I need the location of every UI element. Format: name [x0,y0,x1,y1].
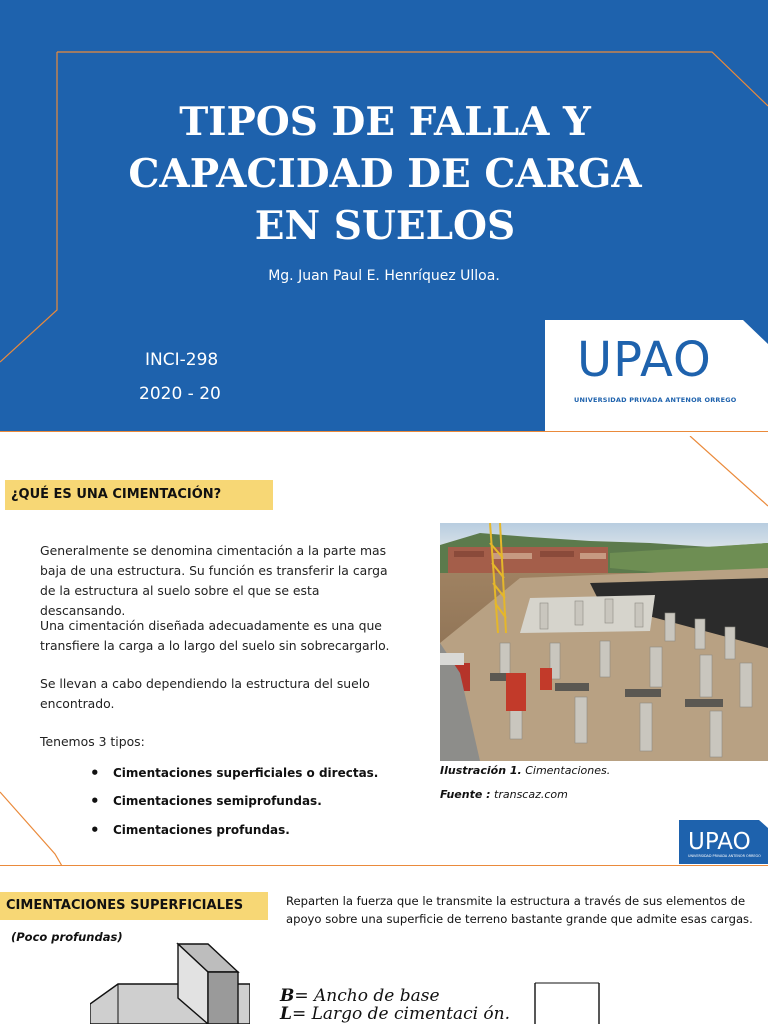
paragraph: Generalmente se denomina cimentación a la parte mas baja de una estructura. Su función es transferir la carga de la estructura al suelo sobre el que se esta descansando. [40,543,388,618]
paragraph: Tenemos 3 tipos: [40,734,145,749]
svg-text:UPAO: UPAO [688,829,751,855]
construction-site-photo [440,523,768,761]
figure-caption [440,764,610,777]
list-item [92,794,322,808]
svg-text:UNIVERSIDAD PRIVADA ANTENOR OR: UNIVERSIDAD PRIVADA ANTENOR ORREGO [688,854,761,858]
formula-line [280,987,510,1005]
subtitle: (Poco profundas) [11,930,123,944]
paragraph: Una cimentación diseñada adecuadamente es una que transfiere la carga a lo largo del suelo sin sobrecargarlo. [40,618,390,653]
section-diagram [532,981,602,1024]
divider [0,865,768,866]
list-item-label: Cimentaciones profundas. [113,823,290,837]
figure-source [440,788,568,801]
course-code: INCI-298 [145,350,219,370]
title-line: CAPACIDAD DE CARGA [128,151,642,197]
upao-logo-icon [679,820,768,864]
title-slide [0,0,768,432]
formula-text: = Ancho de base [294,986,440,1006]
formula-text: = Largo de cimentaci ón. [291,1004,511,1024]
caption-text: Cimentaciones. [525,764,611,777]
formula-line [280,1005,510,1023]
bullet-icon: • [90,792,100,810]
author-name: Mg. Juan Paul E. Henríquez Ulloa. [268,268,500,284]
list-item [92,766,378,780]
formula [280,987,510,1023]
divider [0,431,768,432]
content-slide [0,867,768,1024]
footing-diagram [90,942,250,1024]
bullet-icon: • [90,764,100,782]
section-heading: ¿QUÉ ES UNA CIMENTACIÓN? [5,480,273,510]
university-name: UNIVERSIDAD PRIVADA ANTENOR ORREGO [574,396,737,404]
bullet-icon: • [90,821,100,839]
presentation-title [40,96,730,252]
section-heading: CIMENTACIONES SUPERFICIALES [0,892,268,920]
upao-logo-icon: UPAO [577,332,712,388]
paragraph: Reparten la fuerza que le transmite la estructura a través de sus elementos de apoyo sobre una superficie de terreno bastante grande que admite esas cargas. [286,894,753,926]
source-label: Fuente : [440,788,491,801]
academic-term: 2020 - 20 [139,384,221,404]
caption-label: Ilustración 1. [440,764,522,777]
paragraph: Se llevan a cabo dependiendo la estructura del suelo encontrado. [40,676,370,711]
formula-symbol: B [280,986,295,1006]
list-item [92,823,290,837]
list-item-label: Cimentaciones semiprofundas. [113,794,322,808]
source-text: transcaz.com [494,788,568,801]
list-item-label: Cimentaciones superficiales o directas. [113,766,379,780]
title-line: TIPOS DE FALLA Y [179,99,591,145]
content-slide [0,436,768,866]
formula-symbol: L [280,1004,292,1024]
title-line: EN SUELOS [254,203,516,249]
